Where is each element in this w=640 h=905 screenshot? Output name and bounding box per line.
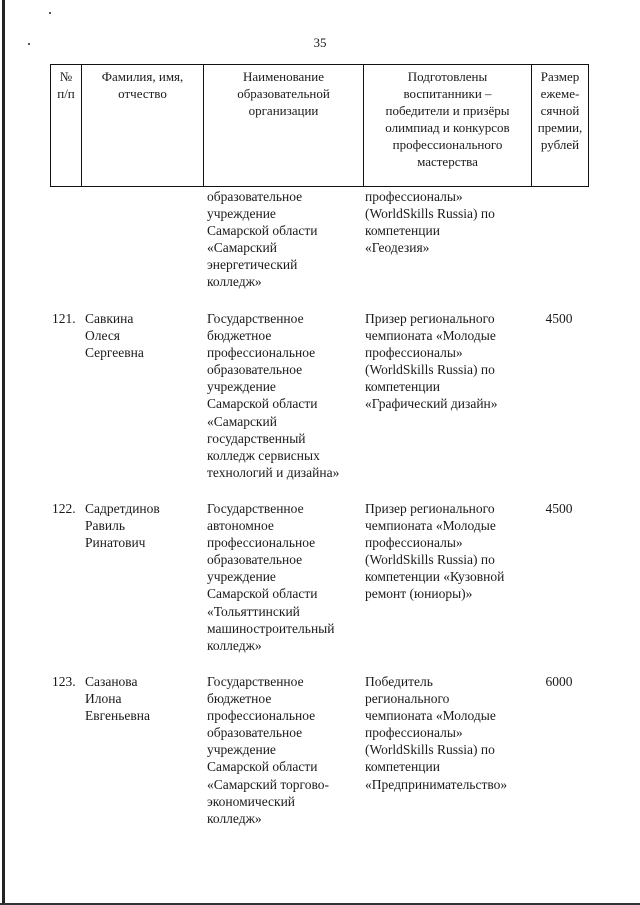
organization-cell: Государственное бюджетное профессиональное образовательное учреждение Самарской области «Самарский торгово- экономический колледж» — [207, 674, 330, 826]
header-award: Подготовлены воспитанники – победители и призёры олимпиад и конкурсов профессионального мастерства — [364, 65, 532, 186]
table-header — [50, 64, 589, 187]
award-cell: Победитель регионального чемпионата «Молодые профессионалы» (WorldSkills Russia) по компетенции «Предпринимательство» — [365, 674, 508, 792]
amount-cell: 4500 — [545, 501, 573, 516]
award-cell: Призер регионального чемпионата «Молодые профессионалы» (WorldSkills Russia) по компетенции «Кузовной ремонт (юниоры)» — [365, 501, 505, 602]
name-cell: Савкина Олеся Сергеевна — [85, 311, 144, 361]
organization-cell: Государственное автономное профессиональное образовательное учреждение Самарской области «Тольяттинский машиностроительный колледж» — [207, 501, 335, 653]
scan-left-edge — [2, 0, 5, 905]
name-cell: Сазанова Илона Евгеньевна — [85, 674, 150, 724]
row-number: 121. — [52, 311, 76, 326]
award-cell: Призер регионального чемпионата «Молодые профессионалы» (WorldSkills Russia) по компетенции «Графический дизайн» — [365, 311, 498, 412]
organization-cell: образовательное учреждение Самарской области «Самарский энергетический колледж» — [207, 189, 318, 290]
organization-cell: Государственное бюджетное профессиональное образовательное учреждение Самарской области «Самарский государственный колледж сервисных технологий и дизайна» — [207, 311, 340, 480]
header-amount: Размер ежеме- сячной премии, рублей — [537, 69, 583, 152]
scan-speck — [49, 12, 51, 14]
header-name: Фамилия, имя, отчество — [82, 65, 204, 186]
row-number: 122. — [52, 501, 76, 516]
award-cell: профессионалы» (WorldSkills Russia) по компетенции «Геодезия» — [365, 189, 495, 256]
header-num: № п/п — [51, 65, 82, 186]
amount-cell: 4500 — [545, 311, 573, 326]
row-number: 123. — [52, 674, 76, 689]
header-organization: Наименование образовательной организации — [204, 65, 364, 186]
name-cell: Садретдинов Равиль Ринатович — [85, 501, 160, 551]
page-number: 35 — [313, 35, 327, 50]
amount-cell: 6000 — [545, 674, 573, 689]
